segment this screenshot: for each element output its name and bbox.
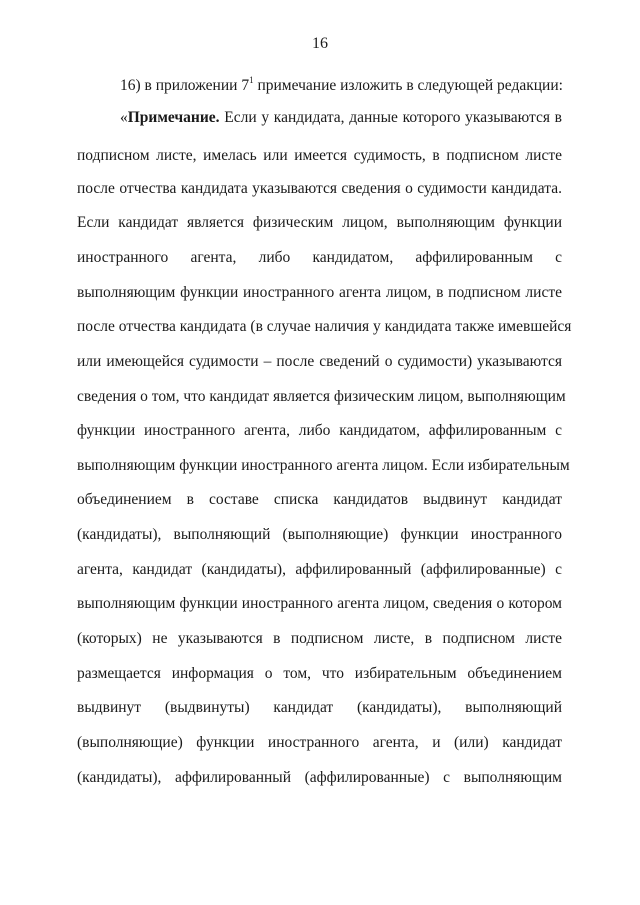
note-line: размещается информация о том, что избирательным объединением (77, 665, 562, 682)
note-line: объединением в составе списка кандидатов выдвинут кандидат (77, 491, 562, 508)
note-line: выполняющим функции иностранного агента лицом, в подписном листе (77, 284, 562, 301)
note-line: (которых) не указываются в подписном листе, в подписном листе (77, 630, 562, 647)
note-first-line (120, 108, 562, 128)
note-line: сведения о том, что кандидат является физическим лицом, выполняющим (77, 388, 566, 405)
note-line: функции иностранного агента, либо кандидатом, аффилированным с (77, 422, 562, 439)
note-line: иностранного агента, либо кандидатом, аффилированным с (77, 249, 562, 266)
note-line: выдвинут (выдвинуты) кандидат (кандидаты), выполняющий (77, 699, 562, 716)
note-first-line-text: Если у кандидата, данные которого указываются в (219, 109, 562, 126)
amendment-intro (120, 71, 563, 96)
note-line: Если кандидат является физическим лицом, выполняющим функции (77, 214, 562, 231)
note-line: агента, кандидат (кандидаты), аффилированный (аффилированные) с (77, 561, 562, 578)
note-line: после отчества кандидата указываются сведения о судимости кандидата. (77, 180, 562, 197)
amendment-intro-prefix: 16) в приложении 7 (120, 77, 250, 95)
note-line: (кандидаты), аффилированный (аффилированные) с выполняющим (77, 769, 562, 786)
note-line: (кандидаты), выполняющий (выполняющие) функции иностранного (77, 526, 562, 543)
note-line: подписном листе, имелась или имеется судимость, в подписном листе (77, 147, 562, 164)
note-line: после отчества кандидата (в случае наличия у кандидата также имевшейся (77, 318, 572, 335)
note-open-quote: « (120, 109, 128, 126)
note-line: или имеющейся судимости – после сведений о судимости) указываются (77, 353, 562, 370)
note-label: Примечание. (127, 109, 220, 126)
amendment-intro-suffix: примечание изложить в следующей редакции: (253, 77, 563, 95)
note-line: выполняющим функции иностранного агента лицом, сведения о котором (77, 595, 562, 612)
amendment-intro-superscript: 1 (249, 75, 254, 85)
page-number: 16 (312, 35, 328, 52)
note-line: выполняющим функции иностранного агента лицом. Если избирательным (77, 457, 570, 474)
note-line: (выполняющие) функции иностранного агента, и (или) кандидат (77, 734, 562, 751)
